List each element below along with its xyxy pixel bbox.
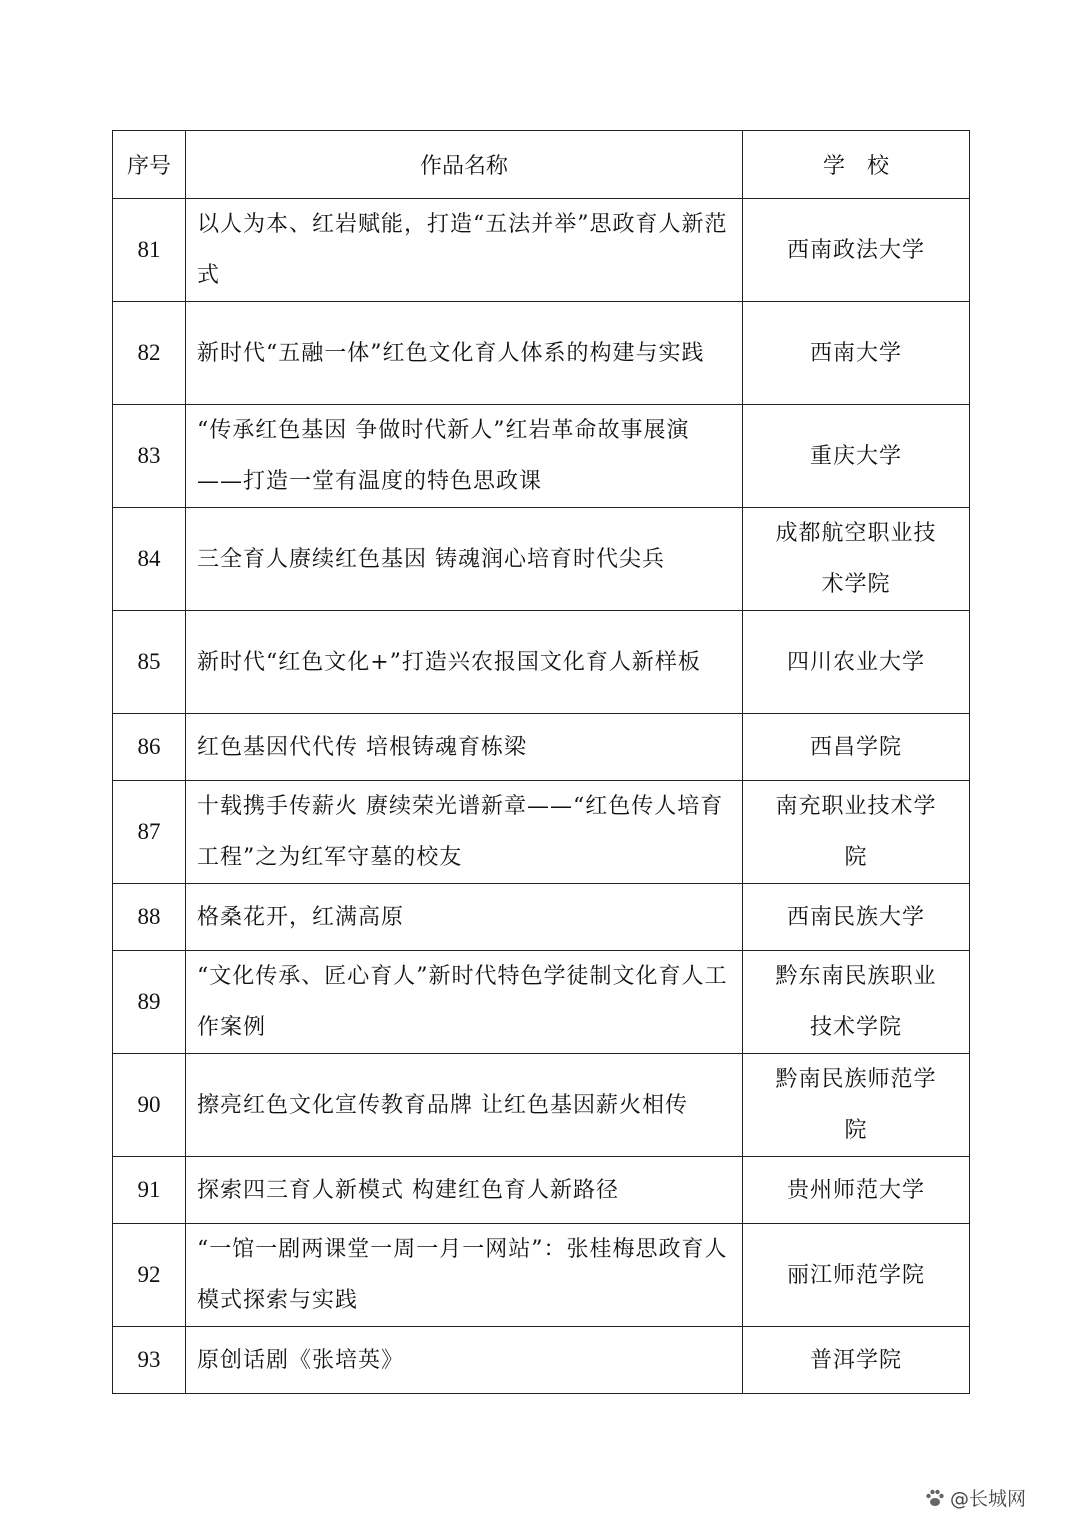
row-seq: 81 xyxy=(113,199,186,302)
table-row xyxy=(113,199,970,302)
row-school: 西南政法大学 xyxy=(786,237,925,263)
row-seq: 83 xyxy=(113,405,186,508)
header-seq: 序号 xyxy=(113,131,186,199)
paw-icon xyxy=(924,1487,946,1509)
row-title: “一馆一剧两课堂一周一月一网站”：张桂梅思政育人模式探索与实践 xyxy=(186,1224,743,1327)
table-row xyxy=(113,1157,970,1224)
row-title: 新时代“五融一体”红色文化育人体系的构建与实践 xyxy=(186,302,743,405)
table-row xyxy=(113,1327,970,1394)
row-school: 四川农业大学 xyxy=(786,649,925,675)
row-school: 重庆大学 xyxy=(809,443,902,469)
row-title: “文化传承、匠心育人”新时代特色学徒制文化育人工作案例 xyxy=(186,951,743,1054)
row-title: 擦亮红色文化宣传教育品牌 让红色基因薪火相传 xyxy=(186,1054,743,1157)
watermark xyxy=(924,1484,1026,1511)
row-title: 三全育人赓续红色基因 铸魂润心培育时代尖兵 xyxy=(186,508,743,611)
row-school: 西南大学 xyxy=(809,340,902,366)
table-row xyxy=(113,1224,970,1327)
row-seq: 90 xyxy=(113,1054,186,1157)
works-table xyxy=(112,130,970,1394)
table-row xyxy=(113,302,970,405)
row-school: 丽江师范学院 xyxy=(786,1262,925,1288)
row-seq: 87 xyxy=(113,781,186,884)
row-seq: 82 xyxy=(113,302,186,405)
watermark-text: @长城网 xyxy=(950,1488,1027,1510)
table-row xyxy=(113,508,970,611)
row-title: 以人为本、红岩赋能，打造“五法并举”思政育人新范式 xyxy=(186,199,743,302)
table-header-row xyxy=(113,131,970,199)
row-seq: 89 xyxy=(113,951,186,1054)
row-seq: 84 xyxy=(113,508,186,611)
table-row xyxy=(113,781,970,884)
row-title: 原创话剧《张培英》 xyxy=(186,1327,743,1394)
row-seq: 85 xyxy=(113,611,186,714)
table-row xyxy=(113,884,970,951)
row-seq: 91 xyxy=(113,1157,186,1224)
table-row xyxy=(113,611,970,714)
header-school: 学 校 xyxy=(743,131,970,199)
row-school: 南充职业技术学院 xyxy=(775,794,937,870)
row-school: 贵州师范大学 xyxy=(786,1177,925,1203)
table-row xyxy=(113,1054,970,1157)
row-title: “传承红色基因 争做时代新人”红岩革命故事展演——打造一堂有温度的特色思政课 xyxy=(186,405,743,508)
row-seq: 92 xyxy=(113,1224,186,1327)
row-school: 普洱学院 xyxy=(809,1347,902,1373)
table-row xyxy=(113,951,970,1054)
row-title: 十载携手传薪火 赓续荣光谱新章——“红色传人培育工程”之为红军守墓的校友 xyxy=(186,781,743,884)
table-row xyxy=(113,405,970,508)
row-school: 成都航空职业技术学院 xyxy=(775,521,937,597)
row-seq: 93 xyxy=(113,1327,186,1394)
row-school: 黔东南民族职业技术学院 xyxy=(775,964,937,1040)
row-seq: 88 xyxy=(113,884,186,951)
row-school: 西南民族大学 xyxy=(786,904,925,930)
table-row xyxy=(113,714,970,781)
header-title: 作品名称 xyxy=(186,131,743,199)
table-body xyxy=(113,199,970,1394)
row-school: 西昌学院 xyxy=(809,734,902,760)
row-school: 黔南民族师范学院 xyxy=(775,1067,937,1143)
row-seq: 86 xyxy=(113,714,186,781)
row-title: 新时代“红色文化+”打造兴农报国文化育人新样板 xyxy=(186,611,743,714)
row-title: 探索四三育人新模式 构建红色育人新路径 xyxy=(186,1157,743,1224)
row-title: 红色基因代代传 培根铸魂育栋梁 xyxy=(186,714,743,781)
row-title: 格桑花开，红满高原 xyxy=(186,884,743,951)
